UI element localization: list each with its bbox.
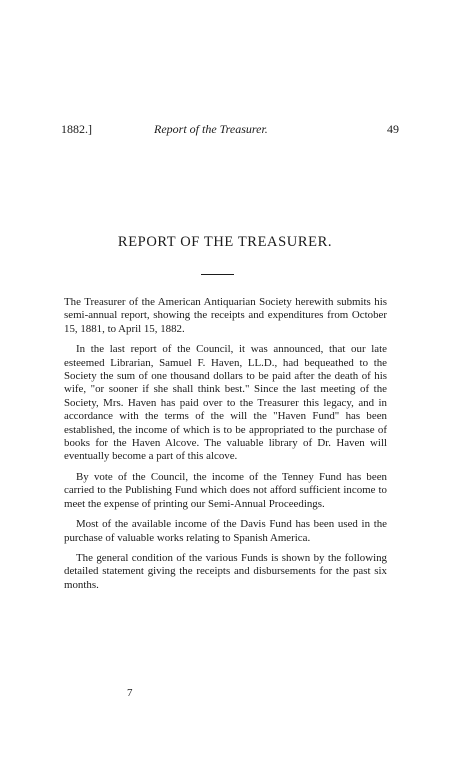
header-title: Report of the Treasurer. <box>154 122 268 136</box>
paragraph-general-condition: The general condition of the various Funds is shown by the following detailed statement giving the receipts and disbursements for the past six months. <box>64 551 387 591</box>
running-header <box>61 122 399 136</box>
header-year: 1882.] <box>61 122 92 136</box>
paragraph-davis-fund: Most of the available income of the Davis Fund has been used in the purchase of valuable works relating to Spanish America. <box>64 518 387 544</box>
paragraph-intro: The Treasurer of the American Antiquarian Society herewith submits his semi-annual report, showing the receipts and expenditures from October 15, 1881, to April 15, 1882. <box>64 296 387 335</box>
paragraph-haven-fund: In the last report of the Council, it was announced, that our late esteemed Librarian, Samuel F. Haven, LL.D., had bequeathed to the Society the sum of one thousand dollars to be paid after the death of his wife, "or sooner if she shall think best." Since the last meeting of the Society, Mrs. Haven has paid over to the Treasurer this legacy, and in accordance with the terms of the will the "Haven Fund" has been established, the income of which is to be appropriated to the purchase of books for the Haven Alcove. The valuable library of Dr. Haven will eventually become a part of this alcove. <box>64 343 387 463</box>
report-body <box>64 296 387 599</box>
paragraph-tenney-fund: By vote of the Council, the income of the Tenney Fund has been carried to the Publishing Fund which does not afford sufficient income to meet the expense of printing our Semi-Annual Proceedings. <box>64 470 387 510</box>
heading-rule <box>201 274 234 275</box>
signature-mark: 7 <box>127 687 133 699</box>
report-heading: REPORT OF THE TREASURER. <box>117 234 333 250</box>
page-number: 49 <box>387 122 399 136</box>
